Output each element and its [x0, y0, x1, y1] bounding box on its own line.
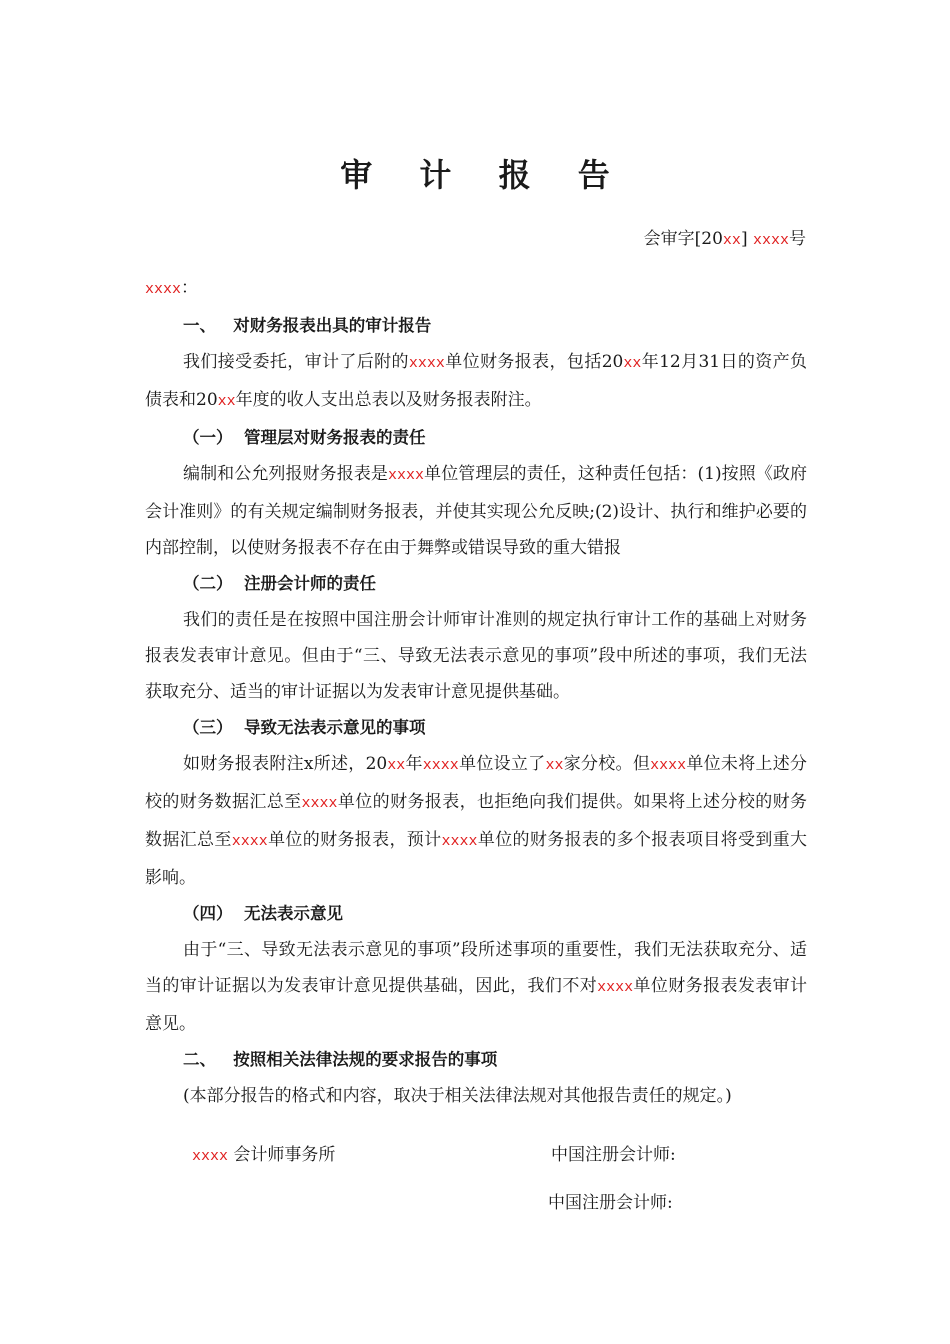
addressee: xxxx：	[145, 278, 199, 298]
document-number: 会审字[20xx] xxxx号	[643, 229, 806, 249]
report-title: 审 计 报 告	[340, 156, 628, 194]
cpa-signature-2: 中国注册会计师:	[548, 1193, 673, 1213]
paragraph-management-responsibility: 编制和公允列报财务报表是xxxx单位管理层的责任，这种责任包括：(1)按照《政府会计准则》的有关规定编制财务报表，并使其实现公允反映;(2)设计、执行和维护必要的内部控制，以使财务报表不存在由于舞弊或错误导致的重大错报	[145, 464, 807, 558]
subsection-heading-auditor: （二） 注册会计师的责任	[183, 574, 376, 593]
section-heading-2: 二、 按照相关法律法规的要求报告的事项	[183, 1050, 498, 1069]
paragraph-other-legal-requirements: (本部分报告的格式和内容，取决于相关法律法规对其他报告责任的规定。)	[183, 1086, 732, 1106]
subsection-heading-management: （一） 管理层对财务报表的责任	[183, 428, 426, 447]
paragraph-scope: 我们接受委托，审计了后附的xxxx单位财务报表，包括20xx年12月31日的资产负债表和20xx年度的收人支出总表以及财务报表附注。	[145, 352, 807, 410]
audit-firm-signature: xxxx 会计师事务所	[192, 1145, 336, 1165]
section-heading-1: 一、 对财务报表出具的审计报告	[183, 316, 432, 335]
paragraph-basis-for-disclaimer: 如财务报表附注x所述，20xx年xxxx单位设立了xx家分校。但xxxx单位未将上述分校的财务数据汇总至xxxx单位的财务报表，也拒绝向我们提供。如果将上述分校的财务数据汇总至xxxx单位的财务报表，预计xxxx单位的财务报表的多个报表项目将受到重大影响。	[145, 754, 808, 888]
paragraph-auditor-responsibility: 我们的责任是在按照中国注册会计师审计准则的规定执行审计工作的基础上对财务报表发表审计意见。但由于“三、导致无法表示意见的事项”段中所述的事项，我们无法获取充分、适当的审计证据以为发表审计意见提供基础。	[145, 610, 807, 702]
subsection-heading-basis: （三） 导致无法表示意见的事项	[183, 718, 426, 737]
paragraph-disclaimer-opinion: 由于“三、导致无法表示意见的事项”段所述事项的重要性，我们无法获取充分、适当的审计证据以为发表审计意见提供基础，因此，我们不对xxxx单位财务报表发表审计意见。	[145, 940, 808, 1034]
cpa-signature-1: 中国注册会计师:	[551, 1145, 676, 1165]
report-body	[145, 270, 807, 1114]
subsection-heading-disclaimer: （四） 无法表示意见	[183, 904, 343, 923]
